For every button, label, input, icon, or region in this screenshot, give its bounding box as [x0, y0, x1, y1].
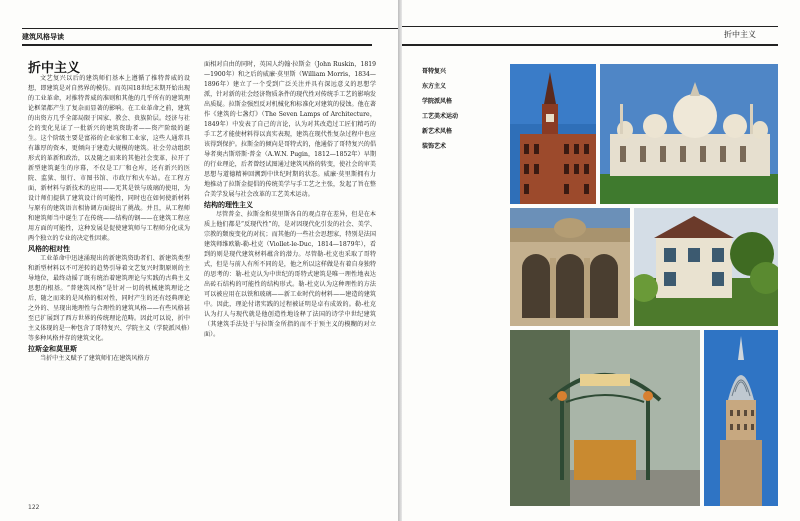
- paragraph: 尽管普金、拉斯金和莫里斯各自的观点存在差异，但是在本质上他们都是“反现代性”的，是对因现代化引发的社会、美学、宗教的颓废变化的对抗；而其他的一些社会思想家，特别是法国建筑师维欧勒-勒-杜克（Viollet-le-Duc，1814—1879年），看到的则是现代建筑材料蕴含的潜力。尽管勒-杜克也采取了哥特式，但是与前人有所不同的是，他之所以这样做是有着自身独特的思考的：勒-杜克认为中世纪的哥特式建筑是唯一理性地表达出砖石结构的可能性的结构形式。勒-杜克认为这种理性的方法可以被应用在以铁和玻璃——新工业时代的材料——建造的建筑中。因此，理论付诸实践的过程被证明是卓有成效的。勒-杜克认为打人与现代就是他创造性地诠释了法国的诗学中世纪建筑（其建筑手法处于与拉斯金所指的而不于预主义的模糊的对立面）。: [204, 211, 376, 338]
- photo-oriental-pavilion: [600, 64, 778, 204]
- photo-academic-facade: [510, 208, 630, 326]
- style-index-item: 工艺美术运动: [422, 113, 459, 120]
- page-title: 折中主义: [28, 61, 81, 76]
- section-heading: 结构的理性主义: [204, 201, 253, 209]
- section-heading: 拉斯金和莫里斯: [28, 345, 77, 353]
- right-page: [402, 0, 800, 521]
- photo-arts-crafts-house: [634, 208, 778, 326]
- paragraph: 文艺复兴以后的建筑师们基本上遵循了推特普威的设想，即建筑是对自然界的模仿。而英国18世纪末期开始出现的工业革命，对推特普威的准则和其他的几乎所有的建筑理论框架都产生了复杂而显著的影响。在工业革命之前，建筑的出资方几乎全部局限于国家、教会、贵族阶层。经济与社会的变化见证了一批新兴的建筑资助者——资产阶级的诞生。这个阶级主要是富裕的企业家和工业家，这些人通常具有雄厚的资本，更倾向于建造大规模的建筑。社会劳动组织形式的革新和政治，以及随之而来的其他社会变革，拉开了新型建筑诞生的序幕，不仅是工厂和仓库，还有新兴的医院、监狱、银行、市图书馆、市政厅和火车站。在工程方面，新材料与新技术的应用——无其是铁与玻璃的使用，为设计师们提供了建筑设计的可能性，同时也在如何使新材料与原有的建筑语言相协调方面提出了挑战。并且，从工程师和建筑师当中诞生了在传统——结构的钢——在建筑工程应用方面的可能性，这种发展是促使建筑师与工程师分化成为两个独立的专业的决定性因素。: [28, 75, 190, 242]
- photo-art-nouveau-metro: [510, 330, 700, 506]
- running-header-left: 建筑风格导读: [22, 28, 398, 45]
- header-rule: [402, 44, 778, 46]
- paragraph: 当折中主义赋予了建筑师们在建筑风格方: [40, 355, 150, 362]
- running-header-right: 折中主义: [402, 26, 778, 43]
- left-page: [0, 0, 398, 521]
- text-column-2: [204, 60, 376, 340]
- style-index-item: 新艺术风格: [422, 128, 453, 135]
- paragraph: 面相对自由的同时，英国人约翰·拉斯金（John Ruskin，1819—1900年）和之后的威廉·莫里斯（William Morris，1834—1896年）建立了一个受到广泛关注并具有深远意义的思想学派，针对新的社会经济物质条件的现代性对传统手工艺的影响发出质疑。拉斯金强烈反对机械化和标准化对建筑的侵蚀。他在著作《建筑的七盏灯》（The Seven Lamps of Architecture，1849年）中发表了自己的言论，认为对其改造过工匠们精巧的手工艺才能使材料得以真实表现，建筑在现代性复杂过程中也应该得到保护。拉斯金的倾向是哥特式的，他通俗了哥特复兴的倡导者奥古斯塔斯·普金（A.W.N. Pugin，1812—1852年）早期的行业理论，后者曾经试图通过建筑风格的转变，使社会的审美思想与道德精神回溯到中世纪时期的状态。威廉·莫里斯拥有力地推动了拉斯金提倡的传统美学与手工艺之主张，发起了旨在整合美学发展与社会改革的工艺美术运动。: [204, 61, 376, 198]
- style-index-item: 东方主义: [422, 83, 447, 90]
- photo-art-deco-skyscraper: [704, 330, 778, 506]
- style-index-item: 学院派风格: [422, 98, 453, 105]
- style-index: [422, 64, 458, 154]
- photo-gothic-tower: [510, 64, 596, 204]
- style-index-item: 哥特复兴: [422, 68, 447, 75]
- section-heading: 风格的相对性: [28, 245, 70, 253]
- header-rule: [22, 44, 372, 46]
- style-index-item: 装饰艺术: [422, 143, 447, 150]
- text-column-1: [28, 61, 190, 364]
- page-number: 122: [28, 504, 40, 511]
- paragraph: 工业革命中迅速涌现出的新建筑资助者们、新建筑类型和新型材料以不可逆转的趋势引导着文艺复兴时期原则的主导地位，最终动摇了既有统治着建筑理论与实践的古典主义思想的根基。“普建筑风格”是针对一切的机械建筑理论之后，随之而来的是风格的相对性，同时产生的还有经典理论之外的、呈现出地理性与合理性的建筑风格——有些风格甚至已扩展到了西方世界的传统理论范畴。因此可以说，折中主义体现的是一种包含了哥特复兴、学院主义（学院派风格）等多种风格并存的建筑文化。: [28, 255, 190, 342]
